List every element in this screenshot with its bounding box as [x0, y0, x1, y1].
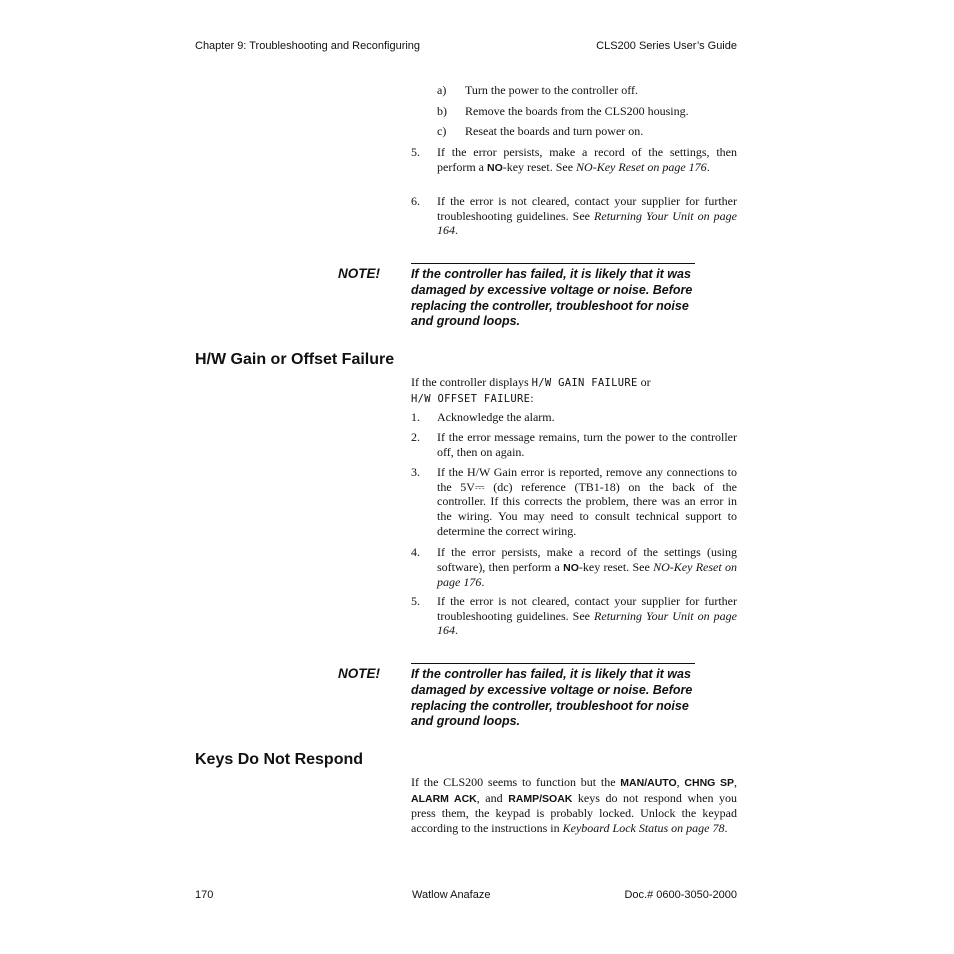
header-chapter: Chapter 9: Troubleshooting and Reconfiguring	[195, 40, 421, 52]
key-name: MAN/AUTO	[620, 777, 677, 789]
list-item	[411, 410, 737, 425]
key-name: NO	[563, 561, 579, 574]
list-text: Remove the boards from the CLS200 housing.	[465, 104, 689, 118]
header-guide-title: CLS200 Series User’s Guide	[596, 40, 737, 52]
list-text: Reseat the boards and turn power on.	[465, 124, 644, 138]
display-message: H/W GAIN FAILURE	[531, 377, 638, 389]
list-item	[437, 124, 737, 139]
cross-reference: Keyboard Lock Status on page 78	[562, 821, 725, 836]
list-item	[411, 145, 737, 175]
list-text: If the H/W Gain error is reported, remove any connections to the 5V⎓ (dc) reference (TB1-18) on the back of the controller. If this corrects the problem, there was an error in the wiring. You may need to consult technical support to determine the correct wiring.	[437, 465, 737, 538]
key-name: RAMP/SOAK	[508, 792, 573, 805]
list-marker: c)	[437, 124, 447, 138]
list-item	[437, 104, 737, 119]
list-text: Acknowledge the alarm.	[437, 410, 555, 424]
cross-reference: NO-Key Reset on page 176	[576, 159, 707, 174]
display-message: H/W OFFSET FAILURE	[411, 392, 531, 405]
list-text: Turn the power to the controller off.	[465, 83, 638, 97]
note-text: If the controller has failed, it is likely that it was damaged by excessive voltage or noise. Before replacing the controller, troubleshoot for noise and ground loops.	[411, 263, 695, 330]
list-marker: 2.	[411, 430, 420, 444]
cross-reference: NO-Key Reset on page 176	[437, 559, 737, 590]
key-name: ALARM ACK	[411, 792, 477, 805]
list-marker: 5.	[411, 594, 420, 608]
note-label: NOTE!	[338, 266, 380, 281]
key-name: NO	[486, 161, 503, 174]
list-text: If the error is not cleared, contact your supplier for further troubleshooting guidelines. See Returning Your Unit on page 164.	[437, 594, 737, 638]
note-label: NOTE!	[338, 666, 380, 681]
key-name: CHNG SP	[684, 777, 735, 789]
list-marker: a)	[437, 83, 447, 97]
list-item	[411, 594, 737, 638]
note-text: If the controller has failed, it is likely that it was damaged by excessive voltage or noise. Before replacing the controller, troubleshoot for noise and ground loops.	[411, 663, 695, 730]
list-item	[411, 545, 737, 590]
list-item	[437, 83, 737, 98]
list-item	[411, 465, 737, 539]
section-paragraph: If the CLS200 seems to function but the MAN/AUTO, CHNG SP, ALARM ACK, and RAMP/SOAK keys do not respond when you press them, the keypad is probably locked. Unlock the keypad according to the instructions in Keyboard Lock Status on page 78.	[411, 775, 738, 836]
list-marker: b)	[437, 104, 447, 118]
list-text: If the error persists, make a record of the settings (using software), then perform a NO-key reset. See NO-Key Reset on page 176.	[437, 545, 737, 590]
list-marker: 6.	[411, 194, 420, 208]
list-marker: 1.	[411, 410, 420, 424]
section-intro: If the controller displays H/W GAIN FAILURE or H/W OFFSET FAILURE:	[411, 375, 651, 405]
footer-doc-number: Doc.# 0600-3050-2000	[624, 889, 737, 901]
list-marker: 3.	[411, 465, 420, 479]
list-item	[411, 194, 737, 238]
section-heading: H/W Gain or Offset Failure	[195, 351, 395, 368]
list-text: If the error persists, make a record of the settings, then perform a NO-key reset. See NO-Key Reset on page 176.	[437, 145, 737, 174]
list-marker: 4.	[411, 545, 420, 559]
footer-company: Watlow Anafaze	[412, 889, 491, 901]
cross-reference: Returning Your Unit on page 164	[437, 608, 737, 638]
list-text: If the error message remains, turn the power to the controller off, then on again.	[437, 430, 737, 459]
section-heading: Keys Do Not Respond	[195, 751, 364, 768]
page-number: 170	[195, 889, 214, 901]
list-text: If the error is not cleared, contact your supplier for further troubleshooting guidelines. See Returning Your Unit on page 164.	[437, 194, 737, 238]
list-item	[411, 430, 737, 459]
cross-reference: Returning Your Unit on page 164	[437, 208, 737, 238]
list-marker: 5.	[411, 145, 420, 159]
